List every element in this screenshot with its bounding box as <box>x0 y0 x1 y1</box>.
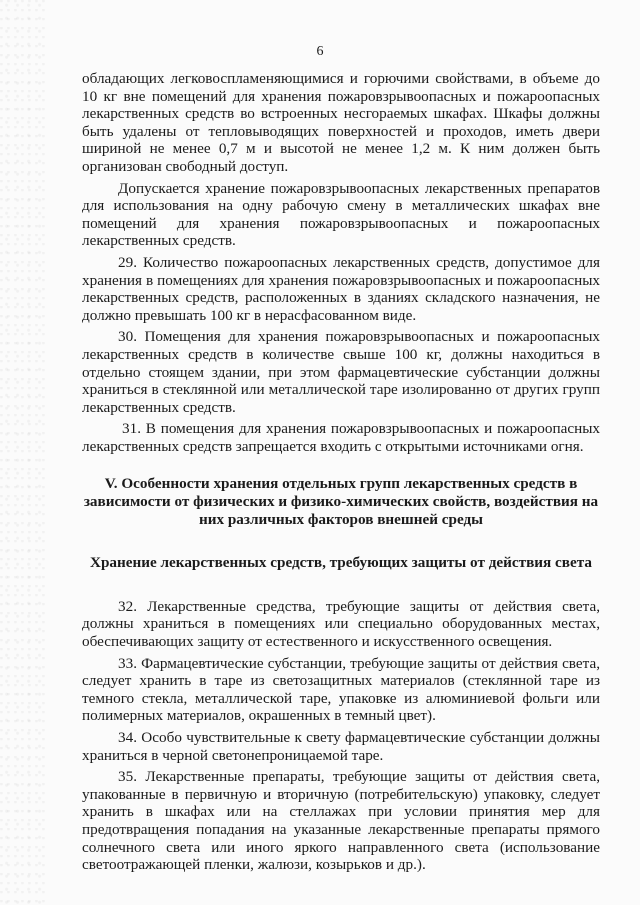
paragraph-32: 32. Лекарственные средства, требующие защиты от действия света, должны храниться в помещениях или специально оборудованных местах, обеспечивающих защиту от естественного и искусственного освещения. <box>82 597 600 651</box>
paragraph-35: 35. Лекарственные препараты, требующие защиты от действия света, упакованные в первичную и вторичную (потребительскую) упаковку, следует хранить в шкафах или на стеллажах при условии принятия мер для предотвращения попадания на указанные лекарственные препараты прямого солнечного света или иного яркого направленного света (использование светоотражающей пленки, жалюзи, козырьков и др.). <box>82 768 600 874</box>
section-heading: V. Особенности хранения отдельных групп лекарственных средств в зависимости от физических и физико-химических свойств, воздействия на них различных факторов внешней среды <box>83 475 599 528</box>
paragraph-continued: обладающих легковоспламеняющимися и горючими свойствами, в объеме до 10 кг вне помещений для хранения пожаровзрывоопасных и пожароопасных лекарственных средств во встроенных несгораемых шкафах. Шкафы должны быть удалены от тепловыводящих поверхностей и проходов, иметь двери шириной не менее 0,7 м и высотой не менее 1,2 м. К ним должен быть организован свободный доступ. <box>82 70 600 175</box>
paragraph-29: 29. Количество пожароопасных лекарственных средств, допустимое для хранения в помещениях для хранения пожаровзрывоопасных и пожароопасных лекарственных средств, расположенных в зданиях складского назначения, не должно превышать 100 кг в нерасфасованном виде. <box>82 253 600 324</box>
paragraph-30: 30. Помещения для хранения пожаровзрывоопасных и пожароопасных лекарственных средств в количестве свыше 100 кг, должны находиться в отдельно стоящем здании, при этом фармацевтические субстанции должны храниться в стеклянной или металлической таре изолированно от других групп лекарственных средств. <box>82 328 600 416</box>
paragraph-permitted-storage: Допускается хранение пожаровзрывоопасных лекарственных препаратов для использования на одну рабочую смену в металлических шкафах вне помещений для хранения пожаровзрывоопасных и пожароопасных лекарственных средств. <box>82 179 600 250</box>
paragraph-34: 34. Особо чувствительные к свету фармацевтические субстанции должны храниться в черной светонепроницаемой таре. <box>82 729 600 764</box>
document-body <box>82 70 600 874</box>
subsection-heading: Хранение лекарственных средств, требующих защиты от действия света <box>90 554 592 572</box>
scan-noise <box>0 0 46 905</box>
paragraph-31: 31. В помещения для хранения пожаровзрывоопасных и пожароопасных лекарственных средств запрещается входить с открытыми источниками огня. <box>82 420 600 455</box>
paragraph-33: 33. Фармацевтические субстанции, требующие защиты от действия света, следует хранить в таре из светозащитных материалов (стеклянной таре из темного стекла, металлической таре, упаковке из алюминиевой фольги или полимерных материалов, окрашенных в темный цвет). <box>82 654 600 725</box>
page-number: 6 <box>316 44 324 59</box>
